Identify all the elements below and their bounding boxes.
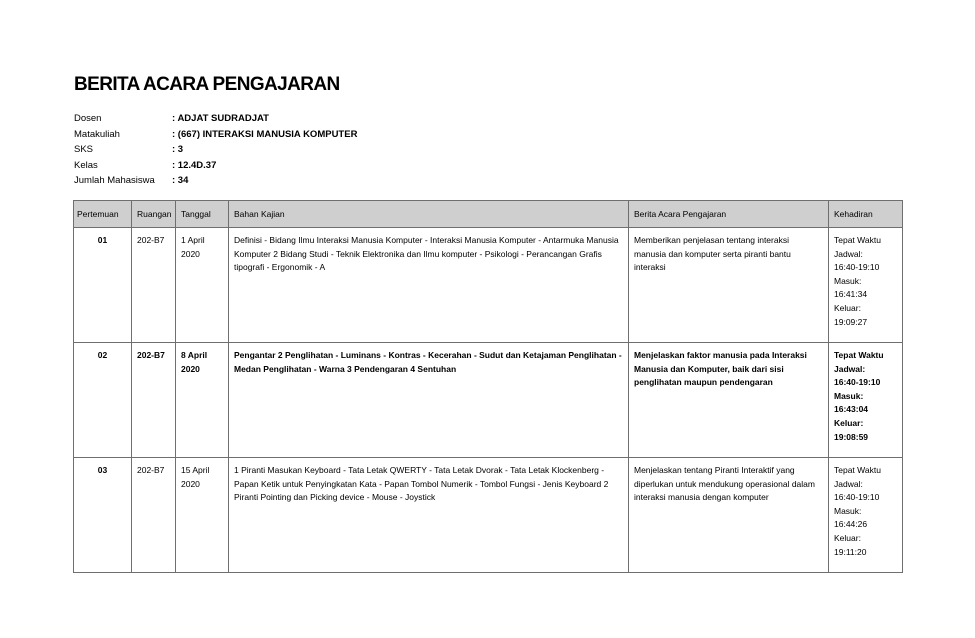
table-row [74,228,903,343]
attendance-jadwal: 16:40-19:10 [834,492,880,503]
attendance-keluar-label: Keluar: [834,302,861,313]
info-row-kelas [74,158,357,174]
info-row-sks [74,142,357,158]
info-value: : 12.4D.37 [172,159,217,171]
attendance-jadwal-label: Jadwal: [834,248,863,259]
attendance-masuk-label: Masuk: [834,275,862,286]
cell-kehadiran [829,228,903,343]
info-value: : (667) INTERAKSI MANUSIA KOMPUTER [172,128,358,140]
column-header-bahan-kajian: Bahan Kajian [229,201,629,228]
cell-pertemuan: 02 [74,343,132,458]
attendance-status: Tepat Waktu [834,235,881,245]
attendance-jadwal: 16:40-19:10 [834,377,881,388]
attendance-jadwal-label: Jadwal: [834,478,863,489]
teaching-log-table [73,200,903,573]
column-header-kehadiran: Kehadiran [829,201,903,228]
attendance-masuk: 16:41:34 [834,289,868,300]
attendance-jadwal-label: Jadwal: [834,363,866,374]
attendance-status: Tepat Waktu [834,350,884,360]
cell-pertemuan: 03 [74,458,132,573]
attendance-keluar-label: Keluar: [834,417,864,428]
info-value: : 34 [172,175,189,186]
cell-tanggal: 8 April 2020 [176,343,229,458]
table-row [74,343,903,458]
cell-ruangan: 202-B7 [132,343,176,458]
cell-berita-acara: Menjelaskan tentang Piranti Interaktif yang diperlukan untuk mendukung operasional dalam interaksi manusia dengan komputer [629,458,829,573]
info-row-matakuliah [74,127,357,143]
info-value: : ADJAT SUDRADJAT [172,113,269,124]
table-row [74,458,903,573]
cell-tanggal: 1 April 2020 [176,228,229,343]
cell-ruangan: 202-B7 [132,228,176,343]
cell-bahan-kajian: Definisi - Bidang Ilmu Interaksi Manusia Komputer - Interaksi Manusia Komputer - Antarmuka Manusia Komputer 2 Bidang Studi - Teknik Elektronika dan Ilmu komputer - Psikologi - Perancangan Grafis tipografi - Ergonomik - A [229,228,629,343]
attendance-keluar: 19:11:20 [834,546,867,557]
column-header-tanggal: Tanggal [176,201,229,228]
cell-kehadiran [829,343,903,458]
info-row-jumlah-mahasiswa [74,173,357,189]
course-info [74,111,357,189]
cell-bahan-kajian: 1 Piranti Masukan Keyboard - Tata Letak QWERTY - Tata Letak Dvorak - Tata Letak Klockenberg - Papan Ketik untuk Penyingkatan Kata - Papan Tombol Numerik - Tombol Fungsi - Jenis Keyboard 2 Piranti Pointing dan Picking device - Mouse - Joystick [229,458,629,573]
info-row-dosen [74,111,357,127]
attendance-masuk: 16:44:26 [834,519,868,530]
column-header-ruangan: Ruangan [132,201,176,228]
column-header-berita-acara: Berita Acara Pengajaran [629,201,829,228]
info-label: Jumlah Mahasiswa [74,175,155,186]
attendance-keluar-label: Keluar: [834,532,861,543]
cell-pertemuan: 01 [74,228,132,343]
info-label: SKS [74,144,94,155]
info-label: Kelas [74,159,98,171]
page-title: BERITA ACARA PENGAJARAN [74,74,340,95]
attendance-masuk-label: Masuk: [834,505,862,516]
column-header-pertemuan: Pertemuan [74,201,132,228]
info-value: : 3 [172,144,184,155]
cell-ruangan: 202-B7 [132,458,176,573]
info-label: Dosen [74,113,102,124]
attendance-keluar: 19:08:59 [834,431,869,442]
cell-tanggal: 15 April 2020 [176,458,229,573]
attendance-jadwal: 16:40-19:10 [834,262,880,273]
attendance-masuk-label: Masuk: [834,390,864,401]
cell-berita-acara: Menjelaskan faktor manusia pada Interaksi Manusia dan Komputer, baik dari sisi penglihatan maupun pendengaran [629,343,829,458]
info-label: Matakuliah [74,128,120,140]
attendance-keluar: 19:09:27 [834,316,868,327]
cell-berita-acara: Memberikan penjelasan tentang interaksi manusia dan komputer serta piranti bantu interaksi [629,228,829,343]
table-header-row [74,201,903,228]
cell-kehadiran [829,458,903,573]
attendance-masuk: 16:43:04 [834,404,869,415]
attendance-status: Tepat Waktu [834,465,881,475]
cell-bahan-kajian: Pengantar 2 Penglihatan - Luminans - Kontras - Kecerahan - Sudut dan Ketajaman Penglihatan - Medan Penglihatan - Warna 3 Pendengaran 4 Sentuhan [229,343,629,458]
